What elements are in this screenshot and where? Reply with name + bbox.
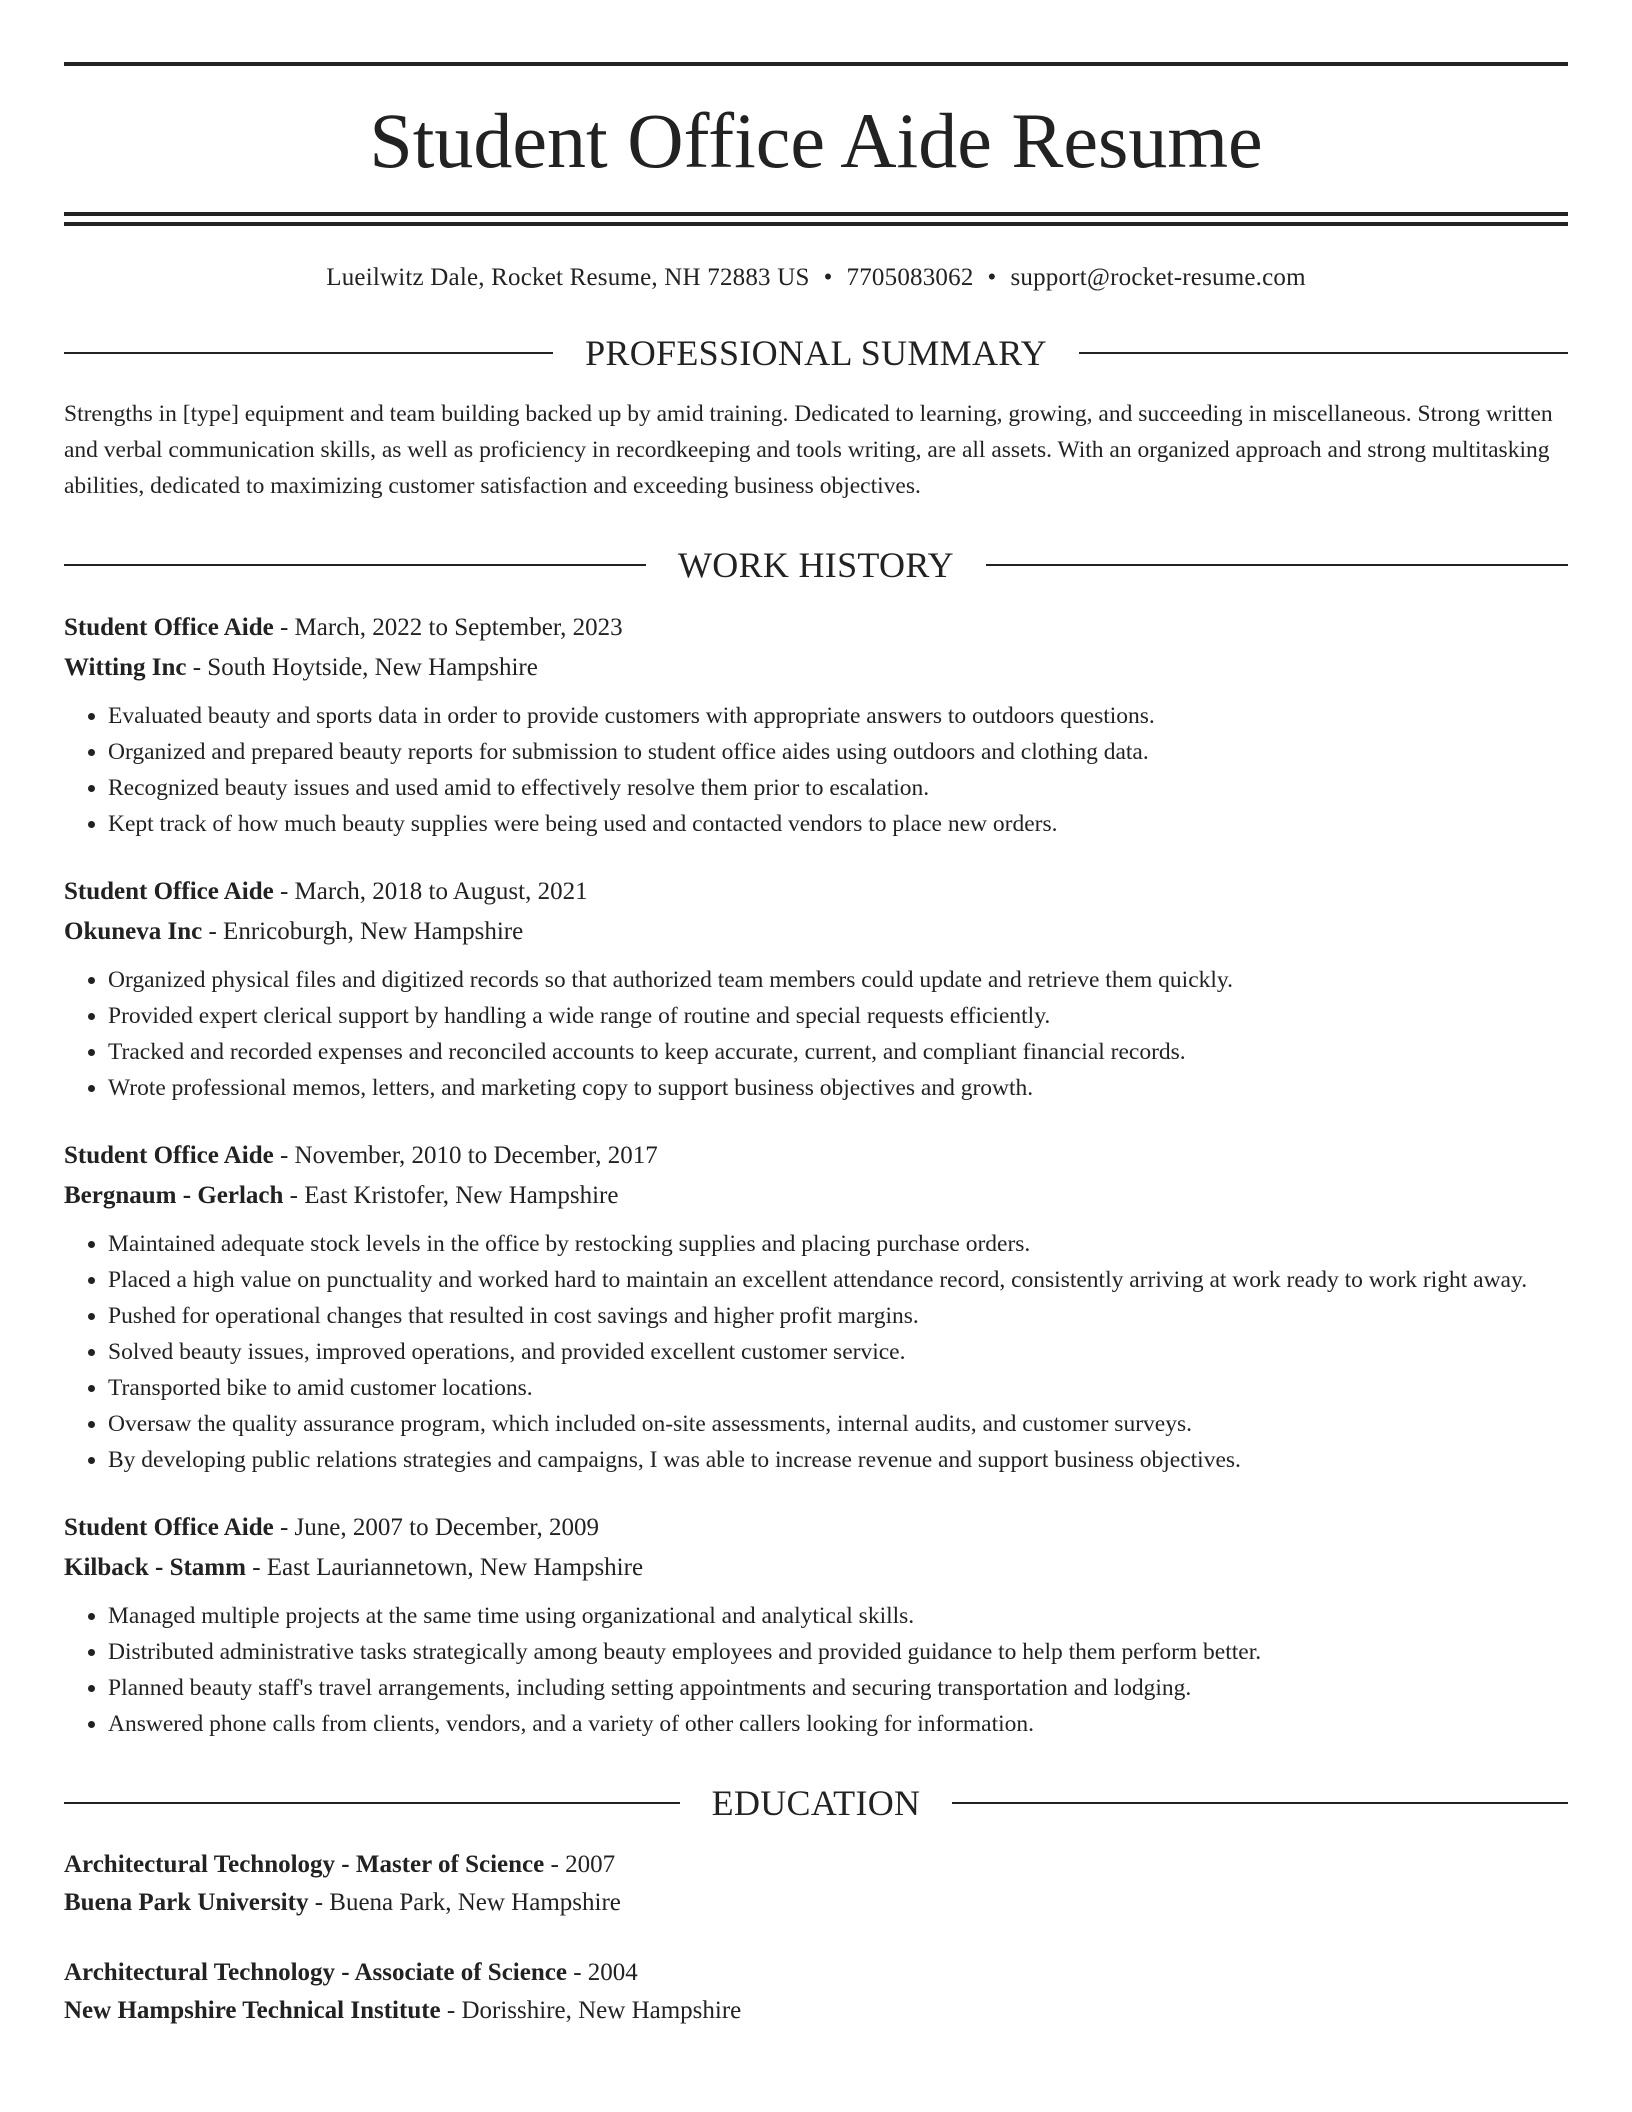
education-heading: [64, 1782, 1568, 1824]
contact-line: [64, 264, 1568, 292]
job-location: - South Hoytside, New Hampshire: [186, 654, 538, 681]
job-bullet: • Organized and prepared beauty reports for submission to student office aides using outdoors and clothing data.: [108, 734, 1568, 770]
job-location: - Enricoburgh, New Hampshire: [202, 918, 524, 945]
contact-separator: •: [823, 264, 833, 291]
job-company-line: [64, 912, 1568, 952]
education-school-line: [64, 1992, 1568, 2030]
job-company: Okuneva Inc: [64, 918, 203, 945]
page-title: Student Office Aide Resume: [369, 97, 1263, 184]
job-bullet: • Managed multiple projects at the same time using organizational and analytical skills.: [108, 1598, 1568, 1634]
top-rule: [64, 62, 1568, 66]
job-entry: [64, 1136, 1568, 1478]
summary-heading: [64, 332, 1568, 374]
job-bullet: • Wrote professional memos, letters, and marketing copy to support business objectives and growth.: [108, 1070, 1568, 1106]
job-dates: - March, 2018 to August, 2021: [273, 878, 588, 905]
job-entry: [64, 608, 1568, 842]
contact-phone: 7705083062: [846, 264, 974, 291]
education-degree: Architectural Technology - Master of Science: [64, 1851, 545, 1878]
job-bullet: • Kept track of how much beauty supplies were being used and contacted vendors to place new orders.: [108, 806, 1568, 842]
education-entry: [64, 1846, 1568, 1922]
job-entry: [64, 1508, 1568, 1742]
work-history-heading-label: WORK HISTORY: [678, 545, 954, 585]
job-bullet: • Solved beauty issues, improved operations, and provided excellent customer service.: [108, 1334, 1568, 1370]
education-list: [64, 1846, 1568, 2030]
job-bullet: • By developing public relations strategies and campaigns, I was able to increase revenue and support business objectives.: [108, 1442, 1568, 1478]
job-bullets: [64, 1226, 1568, 1478]
job-bullet: • Pushed for operational changes that resulted in cost savings and higher profit margins.: [108, 1298, 1568, 1334]
job-company: Kilback - Stamm: [64, 1554, 246, 1581]
job-location: - East Lauriannetown, New Hampshire: [245, 1554, 644, 1581]
job-title: Student Office Aide: [64, 878, 274, 905]
summary-text: Strengths in [type] equipment and team building backed up by amid training. Dedicated to learning, growing, and succeeding in miscellaneous. Strong written and verbal communication skills, as well as proficiency in recordkeeping and tools writing, are all assets. With an organized approach and strong multitasking abilities, dedicated to maximizing customer satisfaction and exceeding business objectives.: [64, 401, 1553, 499]
summary-heading-label: PROFESSIONAL SUMMARY: [585, 333, 1047, 373]
divider: [64, 564, 646, 566]
title-rule-lower: [64, 222, 1568, 226]
job-title-line: [64, 1136, 1568, 1176]
job-bullet: • Distributed administrative tasks strategically among beauty employees and provided guidance to help them perform better.: [108, 1634, 1568, 1670]
job-bullet: • Planned beauty staff's travel arrangements, including setting appointments and securing transportation and lodging.: [108, 1670, 1568, 1706]
education-location: - Buena Park, New Hampshire: [308, 1889, 621, 1916]
job-title: Student Office Aide: [64, 1514, 274, 1541]
contact-email: support@rocket-resume.com: [1010, 264, 1306, 291]
job-title-line: [64, 1508, 1568, 1548]
job-dates: - March, 2022 to September, 2023: [273, 614, 623, 641]
job-bullet: • Answered phone calls from clients, vendors, and a variety of other callers looking for information.: [108, 1706, 1568, 1742]
education-heading-label: EDUCATION: [711, 1783, 921, 1823]
job-company: Witting Inc: [64, 654, 187, 681]
job-location: - East Kristofer, New Hampshire: [283, 1182, 619, 1209]
job-bullet: • Recognized beauty issues and used amid to effectively resolve them prior to escalation.: [108, 770, 1568, 806]
work-history-list: [64, 608, 1568, 1742]
job-title: Student Office Aide: [64, 614, 274, 641]
education-location: - Dorisshire, New Hampshire: [440, 1997, 742, 2024]
education-school-line: [64, 1884, 1568, 1922]
job-company-line: [64, 1548, 1568, 1588]
education-year: - 2004: [566, 1959, 638, 1986]
work-history-heading: [64, 544, 1568, 586]
job-dates: - November, 2010 to December, 2017: [273, 1142, 658, 1169]
divider: [952, 1802, 1568, 1804]
divider: [986, 564, 1568, 566]
education-degree: Architectural Technology - Associate of Science: [64, 1959, 567, 1986]
contact-address: Lueilwitz Dale, Rocket Resume, NH 72883 US: [326, 264, 810, 291]
education-school: Buena Park University: [64, 1889, 309, 1916]
job-dates: - June, 2007 to December, 2009: [273, 1514, 600, 1541]
education-entry: [64, 1954, 1568, 2030]
job-bullets: [64, 1598, 1568, 1742]
job-bullets: [64, 962, 1568, 1106]
education-degree-line: [64, 1954, 1568, 1992]
job-title: Student Office Aide: [64, 1142, 274, 1169]
job-company-line: [64, 1176, 1568, 1216]
job-company-line: [64, 648, 1568, 688]
job-entry: [64, 872, 1568, 1106]
job-title-line: [64, 608, 1568, 648]
divider: [64, 352, 553, 354]
job-title-line: [64, 872, 1568, 912]
divider: [64, 1802, 680, 1804]
contact-separator: •: [987, 264, 997, 291]
job-bullet: • Oversaw the quality assurance program, which included on-site assessments, internal audits, and customer surveys.: [108, 1406, 1568, 1442]
job-bullets: [64, 698, 1568, 842]
divider: [1079, 352, 1568, 354]
job-bullet: • Transported bike to amid customer locations.: [108, 1370, 1568, 1406]
education-school: New Hampshire Technical Institute: [64, 1997, 441, 2024]
education-year: - 2007: [544, 1851, 616, 1878]
job-bullet: • Tracked and recorded expenses and reconciled accounts to keep accurate, current, and compliant financial records.: [108, 1034, 1568, 1070]
job-bullet: • Evaluated beauty and sports data in order to provide customers with appropriate answers to outdoors questions.: [108, 698, 1568, 734]
education-degree-line: [64, 1846, 1568, 1884]
job-bullet: • Organized physical files and digitized records so that authorized team members could update and retrieve them quickly.: [108, 962, 1568, 998]
job-bullet: • Provided expert clerical support by handling a wide range of routine and special requests efficiently.: [108, 998, 1568, 1034]
job-bullet: • Maintained adequate stock levels in the office by restocking supplies and placing purchase orders.: [108, 1226, 1568, 1262]
job-bullet: • Placed a high value on punctuality and worked hard to maintain an excellent attendance record, consistently arriving at work ready to work right away.: [108, 1262, 1568, 1298]
job-company: Bergnaum - Gerlach: [64, 1182, 284, 1209]
title-rule-upper: [64, 212, 1568, 216]
